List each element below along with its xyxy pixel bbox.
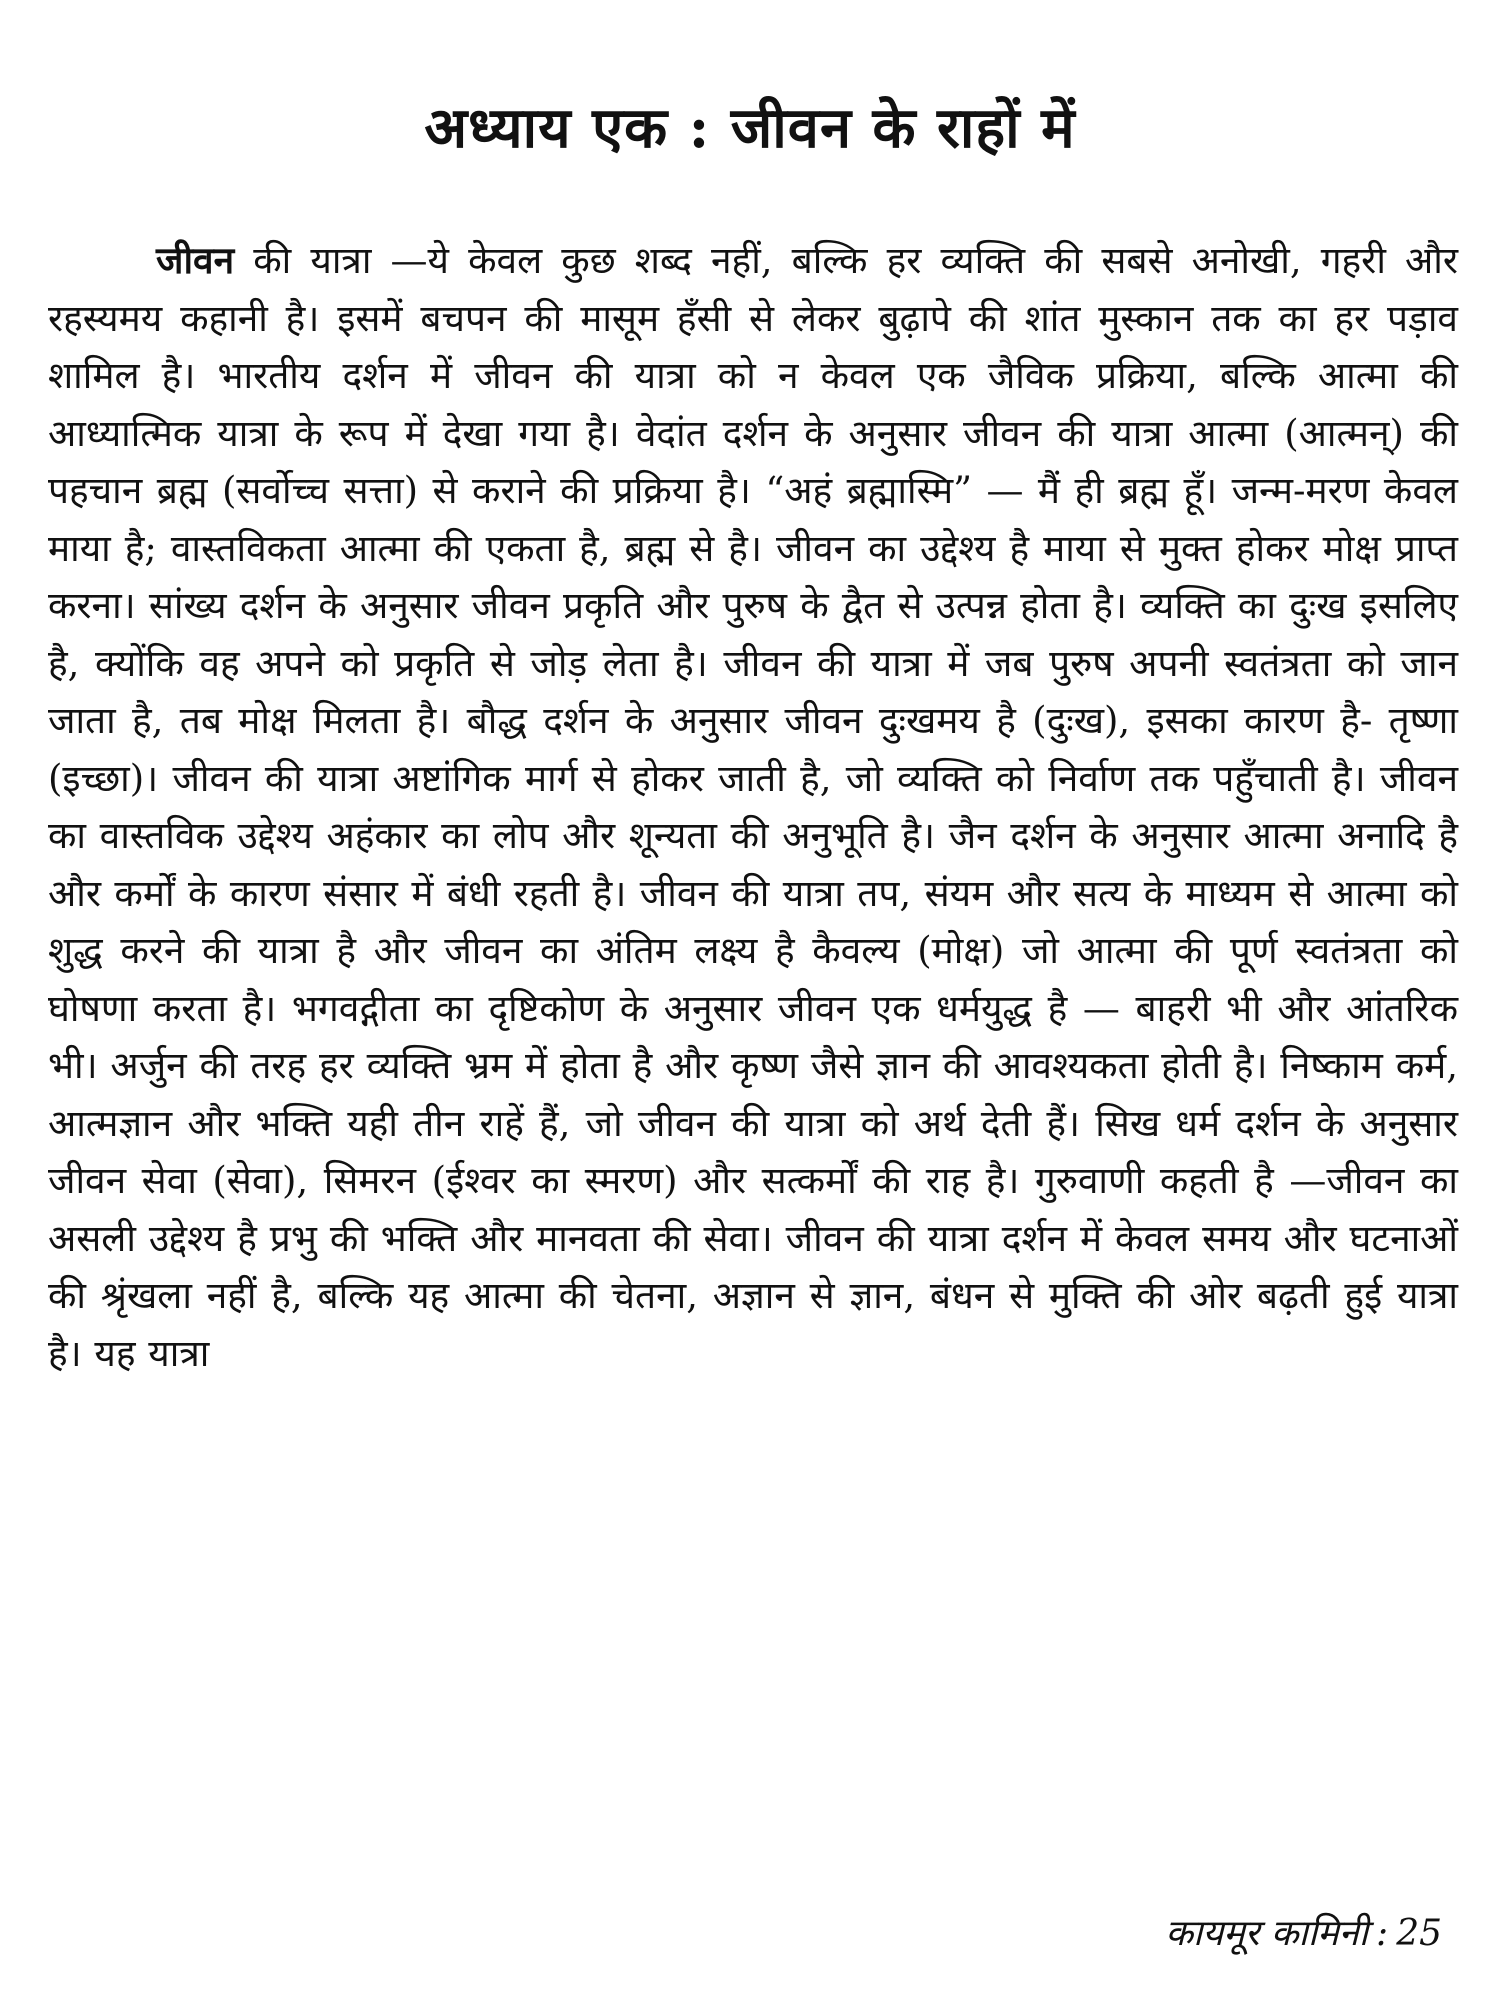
paragraph-text: की यात्रा —ये केवल कुछ शब्द नहीं, बल्कि हर व्यक्ति की सबसे अनोखी, गहरी और रहस्यमय कहानी है। इसमें बचपन की मासूम हँसी से लेकर बुढ़ापे की शांत मुस्कान तक का हर पड़ाव शामिल है। भारतीय दर्शन में जीवन की यात्रा को न केवल एक जैविक प्रक्रिया, बल्कि आत्मा की आध्यात्मिक यात्रा के रूप में देखा गया है। वेदांत दर्शन के अनुसार जीवन की यात्रा आत्मा (आत्मन्) की पहचान ब्रह्म (सर्वोच्च सत्ता) से कराने की प्रक्रिया है। “अहं ब्रह्मास्मि” — मैं ही ब्रह्म हूँ। जन्म-मरण केवल माया है; वास्तविकता आत्मा की एकता है, ब्रह्म से है। जीवन का उद्देश्य है माया से मुक्त होकर मोक्ष प्राप्त करना। सांख्य दर्शन के अनुसार जीवन प्रकृति और पुरुष के द्वैत से उत्पन्न होता है। व्यक्ति का दुःख इसलिए है, क्योंकि वह अपने को प्रकृति से जोड़ लेता है। जीवन की यात्रा में जब पुरुष अपनी स्वतंत्रता को जान जाता है, तब मोक्ष मिलता है। बौद्ध दर्शन के अनुसार जीवन दुःखमय है (दुःख), इसका कारण है- तृष्णा (इच्छा)। जीवन की यात्रा अष्टांगिक मार्ग से होकर जाती है, जो व्यक्ति को निर्वाण तक पहुँचाती है। जीवन का वास्तविक उद्देश्य अहंकार का लोप और शून्यता की अनुभूति है। जैन दर्शन के अनुसार आत्मा अनादि है और कर्मों के कारण संसार में बंधी रहती है। जीवन की यात्रा तप, संयम और सत्य के माध्यम से आत्मा को शुद्ध करने की यात्रा है और जीवन का अंतिम लक्ष्य है कैवल्य (मोक्ष) जो आत्मा की पूर्ण स्वतंत्रता को घोषणा करता है। भगवद्गीता का दृष्टिकोण के अनुसार जीवन एक धर्मयुद्ध है — बाहरी भी और आंतरिक भी। अर्जुन की तरह हर व्यक्ति भ्रम में होता है और कृष्ण जैसे ज्ञान की आवश्यकता होती है। निष्काम कर्म, आत्मज्ञान और भक्ति यही तीन राहें हैं, जो जीवन की यात्रा को अर्थ देती हैं। सिख धर्म दर्शन के अनुसार जीवन सेवा (सेवा), सिमरन (ईश्वर का स्मरण) और सत्कर्मों की राह है। गुरुवाणी कहती है —जीवन का असली उद्देश्य है प्रभु की भक्ति और मानवता की सेवा। जीवन की यात्रा दर्शन में केवल समय और घटनाओं की श्रृंखला नहीं है, बल्कि यह आत्मा की चेतना, अज्ञान से ज्ञान, बंधन से मुक्ति की ओर बढ़ती हुई यात्रा है। यह यात्रा	[48, 239, 1458, 1375]
body-paragraph	[48, 232, 1458, 1382]
footer-book-title: कायमूर कामिनी	[1165, 1913, 1369, 1954]
chapter-title: अध्याय एक : जीवन के राहों में	[424, 95, 1076, 161]
page-footer	[1165, 1906, 1442, 1962]
footer-separator: :	[1376, 1913, 1389, 1954]
page-number: 25	[1396, 1913, 1442, 1954]
lead-word: जीवन	[156, 238, 235, 282]
